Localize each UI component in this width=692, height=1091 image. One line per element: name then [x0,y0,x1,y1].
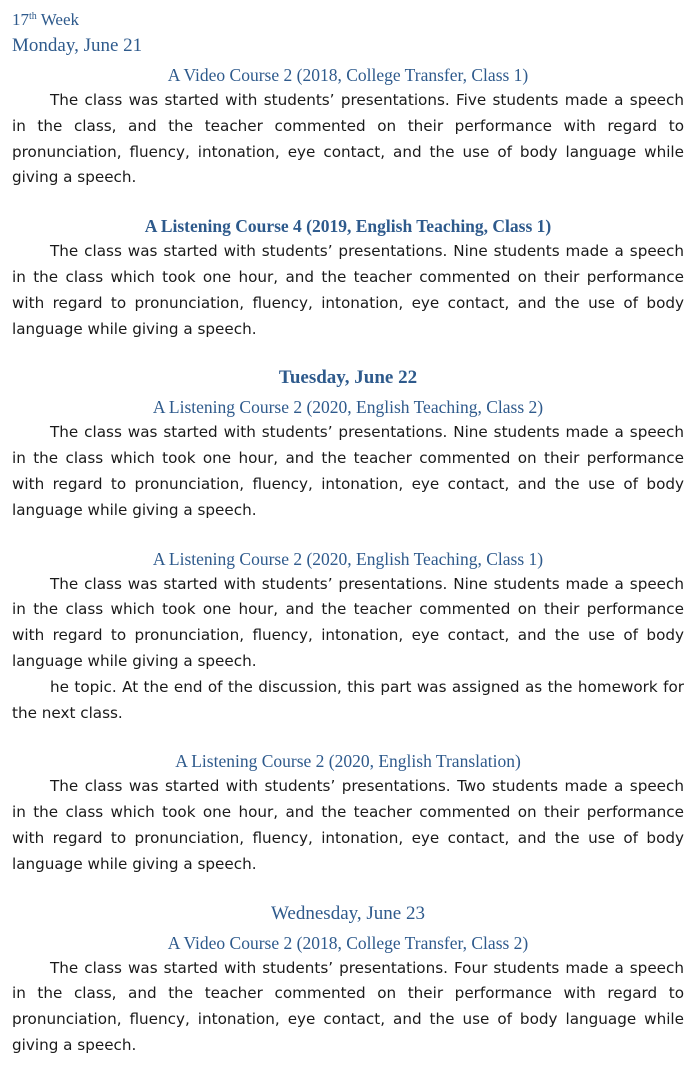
course-title: A Listening Course 2 (2020, English Translation) [175,751,521,772]
week-label: Week [36,10,79,29]
document-page [12,6,684,1059]
day-heading-monday: Monday, June 21 [12,35,143,56]
week-heading [12,6,684,32]
week-suffix: th [29,11,37,22]
spacer [12,191,684,213]
week-number: 17 [12,10,29,29]
course-title: A Video Course 2 (2018, College Transfer, Class 1) [167,65,529,85]
course-title: A Listening Course 2 (2020, English Teaching, Class 1) [152,548,544,569]
entry-paragraph: The class was started with students’ presentations. Nine students made a speech in the class which took one hour, and the teacher commented on their performance with regard to pronunciation, fluency, intonation, eye contact, and the use of body language while giving a speech. [12,423,684,519]
course-title: A Listening Course 4 (2019, English Teaching, Class 1) [144,216,552,237]
entry-paragraph: The class was started with students’ presentations. Nine students made a speech in the class which took one hour, and the teacher commented on their performance with regard to pronunciation, fluency, intonation, eye contact, and the use of body language while giving a speech. [12,574,684,670]
day-heading-wednesday: Wednesday, June 23 [271,902,425,924]
entry-paragraph: The class was started with students’ presentations. Five students made a speech in the class, and the teacher commented on their performance with regard to pronunciation, fluency, intonation, eye contact, and the use of body language while giving a speech. [12,91,684,187]
course-title: A Video Course 2 (2018, College Transfer, Class 2) [167,932,529,953]
entry-paragraph: The class was started with students’ presentations. Two students made a speech in the class which took one hour, and the teacher commented on their performance with regard to pronunciation, fluency, intonation, eye contact, and the use of body language while giving a speech. [12,777,684,873]
entry-paragraph: The class was started with students’ presentations. Nine students made a speech in the class which took one hour, and the teacher commented on their performance with regard to pronunciation, fluency, intonation, eye contact, and the use of body language while giving a speech. [12,242,684,338]
spacer [12,878,684,900]
entry-extra-paragraph: he topic. At the end of the discussion, this part was assigned as the homework for the next class. [12,677,684,722]
course-title: A Listening Course 2 (2020, English Teaching, Class 2) [152,397,544,418]
day-heading-tuesday: Tuesday, June 22 [278,367,418,389]
spacer [12,342,684,364]
entry-paragraph: The class was started with students’ presentations. Four students made a speech in the class, and the teacher commented on their performance with regard to pronunciation, fluency, intonation, eye contact, and the use of body language while giving a speech. [12,958,684,1054]
spacer [12,726,684,748]
spacer [12,524,684,546]
